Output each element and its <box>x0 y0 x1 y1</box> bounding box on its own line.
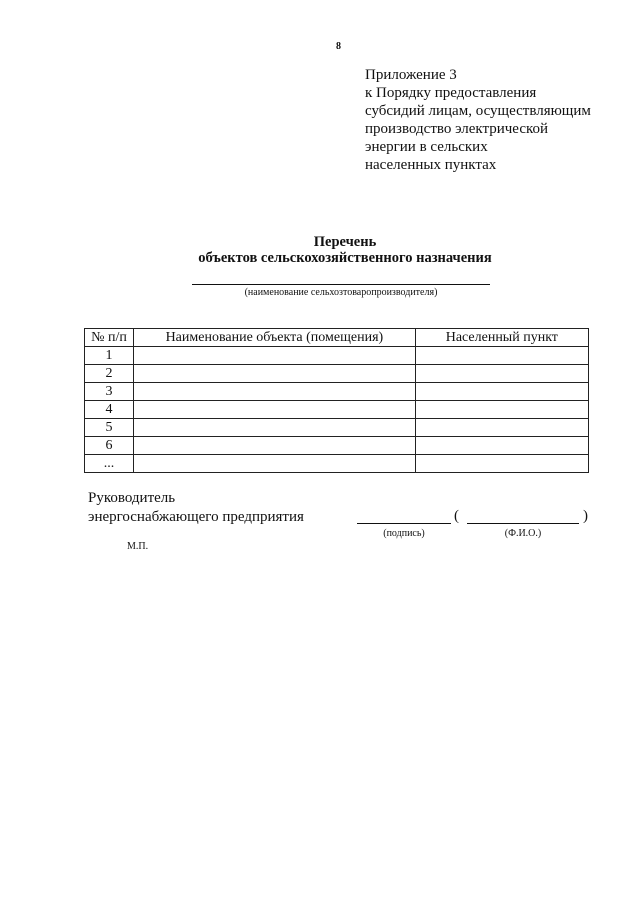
stamp-place-label: М.П. <box>127 541 149 552</box>
page-number: 8 <box>336 41 341 52</box>
row-number: 6 <box>85 437 134 455</box>
table-row <box>85 419 589 437</box>
object-name-cell[interactable] <box>134 401 416 419</box>
row-number: 5 <box>85 419 134 437</box>
appendix-line: Приложение 3 <box>365 67 457 83</box>
appendix-line: энергии в сельских <box>365 139 488 155</box>
settlement-cell[interactable] <box>415 347 588 365</box>
close-parenthesis: ) <box>583 508 588 524</box>
appendix-line: субсидий лицам, осуществляющим <box>365 103 591 119</box>
row-number: ... <box>85 455 134 473</box>
signature-line[interactable] <box>357 523 451 524</box>
table-row <box>85 383 589 401</box>
producer-name-line <box>192 284 490 285</box>
producer-name-caption: (наименование сельхозтоваропроизводителя) <box>244 287 438 298</box>
object-name-cell[interactable] <box>134 437 416 455</box>
object-name-cell[interactable] <box>134 383 416 401</box>
settlement-cell[interactable] <box>415 401 588 419</box>
signatory-role: Руководитель <box>88 490 176 506</box>
row-number: 2 <box>85 365 134 383</box>
signatory-organization: энергоснабжающего предприятия <box>88 509 304 525</box>
object-name-cell[interactable] <box>134 419 416 437</box>
settlement-cell[interactable] <box>415 383 588 401</box>
full-name-caption: (Ф.И.О.) <box>504 528 542 539</box>
object-name-cell[interactable] <box>134 365 416 383</box>
table-row <box>85 401 589 419</box>
objects-table <box>84 328 589 473</box>
row-number: 4 <box>85 401 134 419</box>
settlement-cell[interactable] <box>415 437 588 455</box>
appendix-line: производство электрической <box>365 121 549 137</box>
open-parenthesis: ( <box>454 508 459 524</box>
document-subtitle: объектов сельскохозяйственного назначения <box>198 250 492 266</box>
appendix-line: населенных пунктах <box>365 157 497 173</box>
signature-caption: (подпись) <box>383 528 425 539</box>
column-header-number: № п/п <box>85 329 134 347</box>
table-row <box>85 437 589 455</box>
table-row <box>85 455 589 473</box>
object-name-cell[interactable] <box>134 347 416 365</box>
appendix-line: к Порядку предоставления <box>365 85 537 101</box>
settlement-cell[interactable] <box>415 419 588 437</box>
table-row <box>85 347 589 365</box>
appendix-header <box>365 66 625 174</box>
column-header-object-name: Наименование объекта (помещения) <box>134 329 416 347</box>
full-name-line[interactable] <box>467 523 579 524</box>
table-row <box>85 365 589 383</box>
object-name-cell[interactable] <box>134 455 416 473</box>
row-number: 1 <box>85 347 134 365</box>
column-header-settlement: Населенный пункт <box>415 329 588 347</box>
table-header-row <box>85 329 589 347</box>
settlement-cell[interactable] <box>415 455 588 473</box>
row-number: 3 <box>85 383 134 401</box>
document-title: Перечень <box>313 234 377 250</box>
settlement-cell[interactable] <box>415 365 588 383</box>
